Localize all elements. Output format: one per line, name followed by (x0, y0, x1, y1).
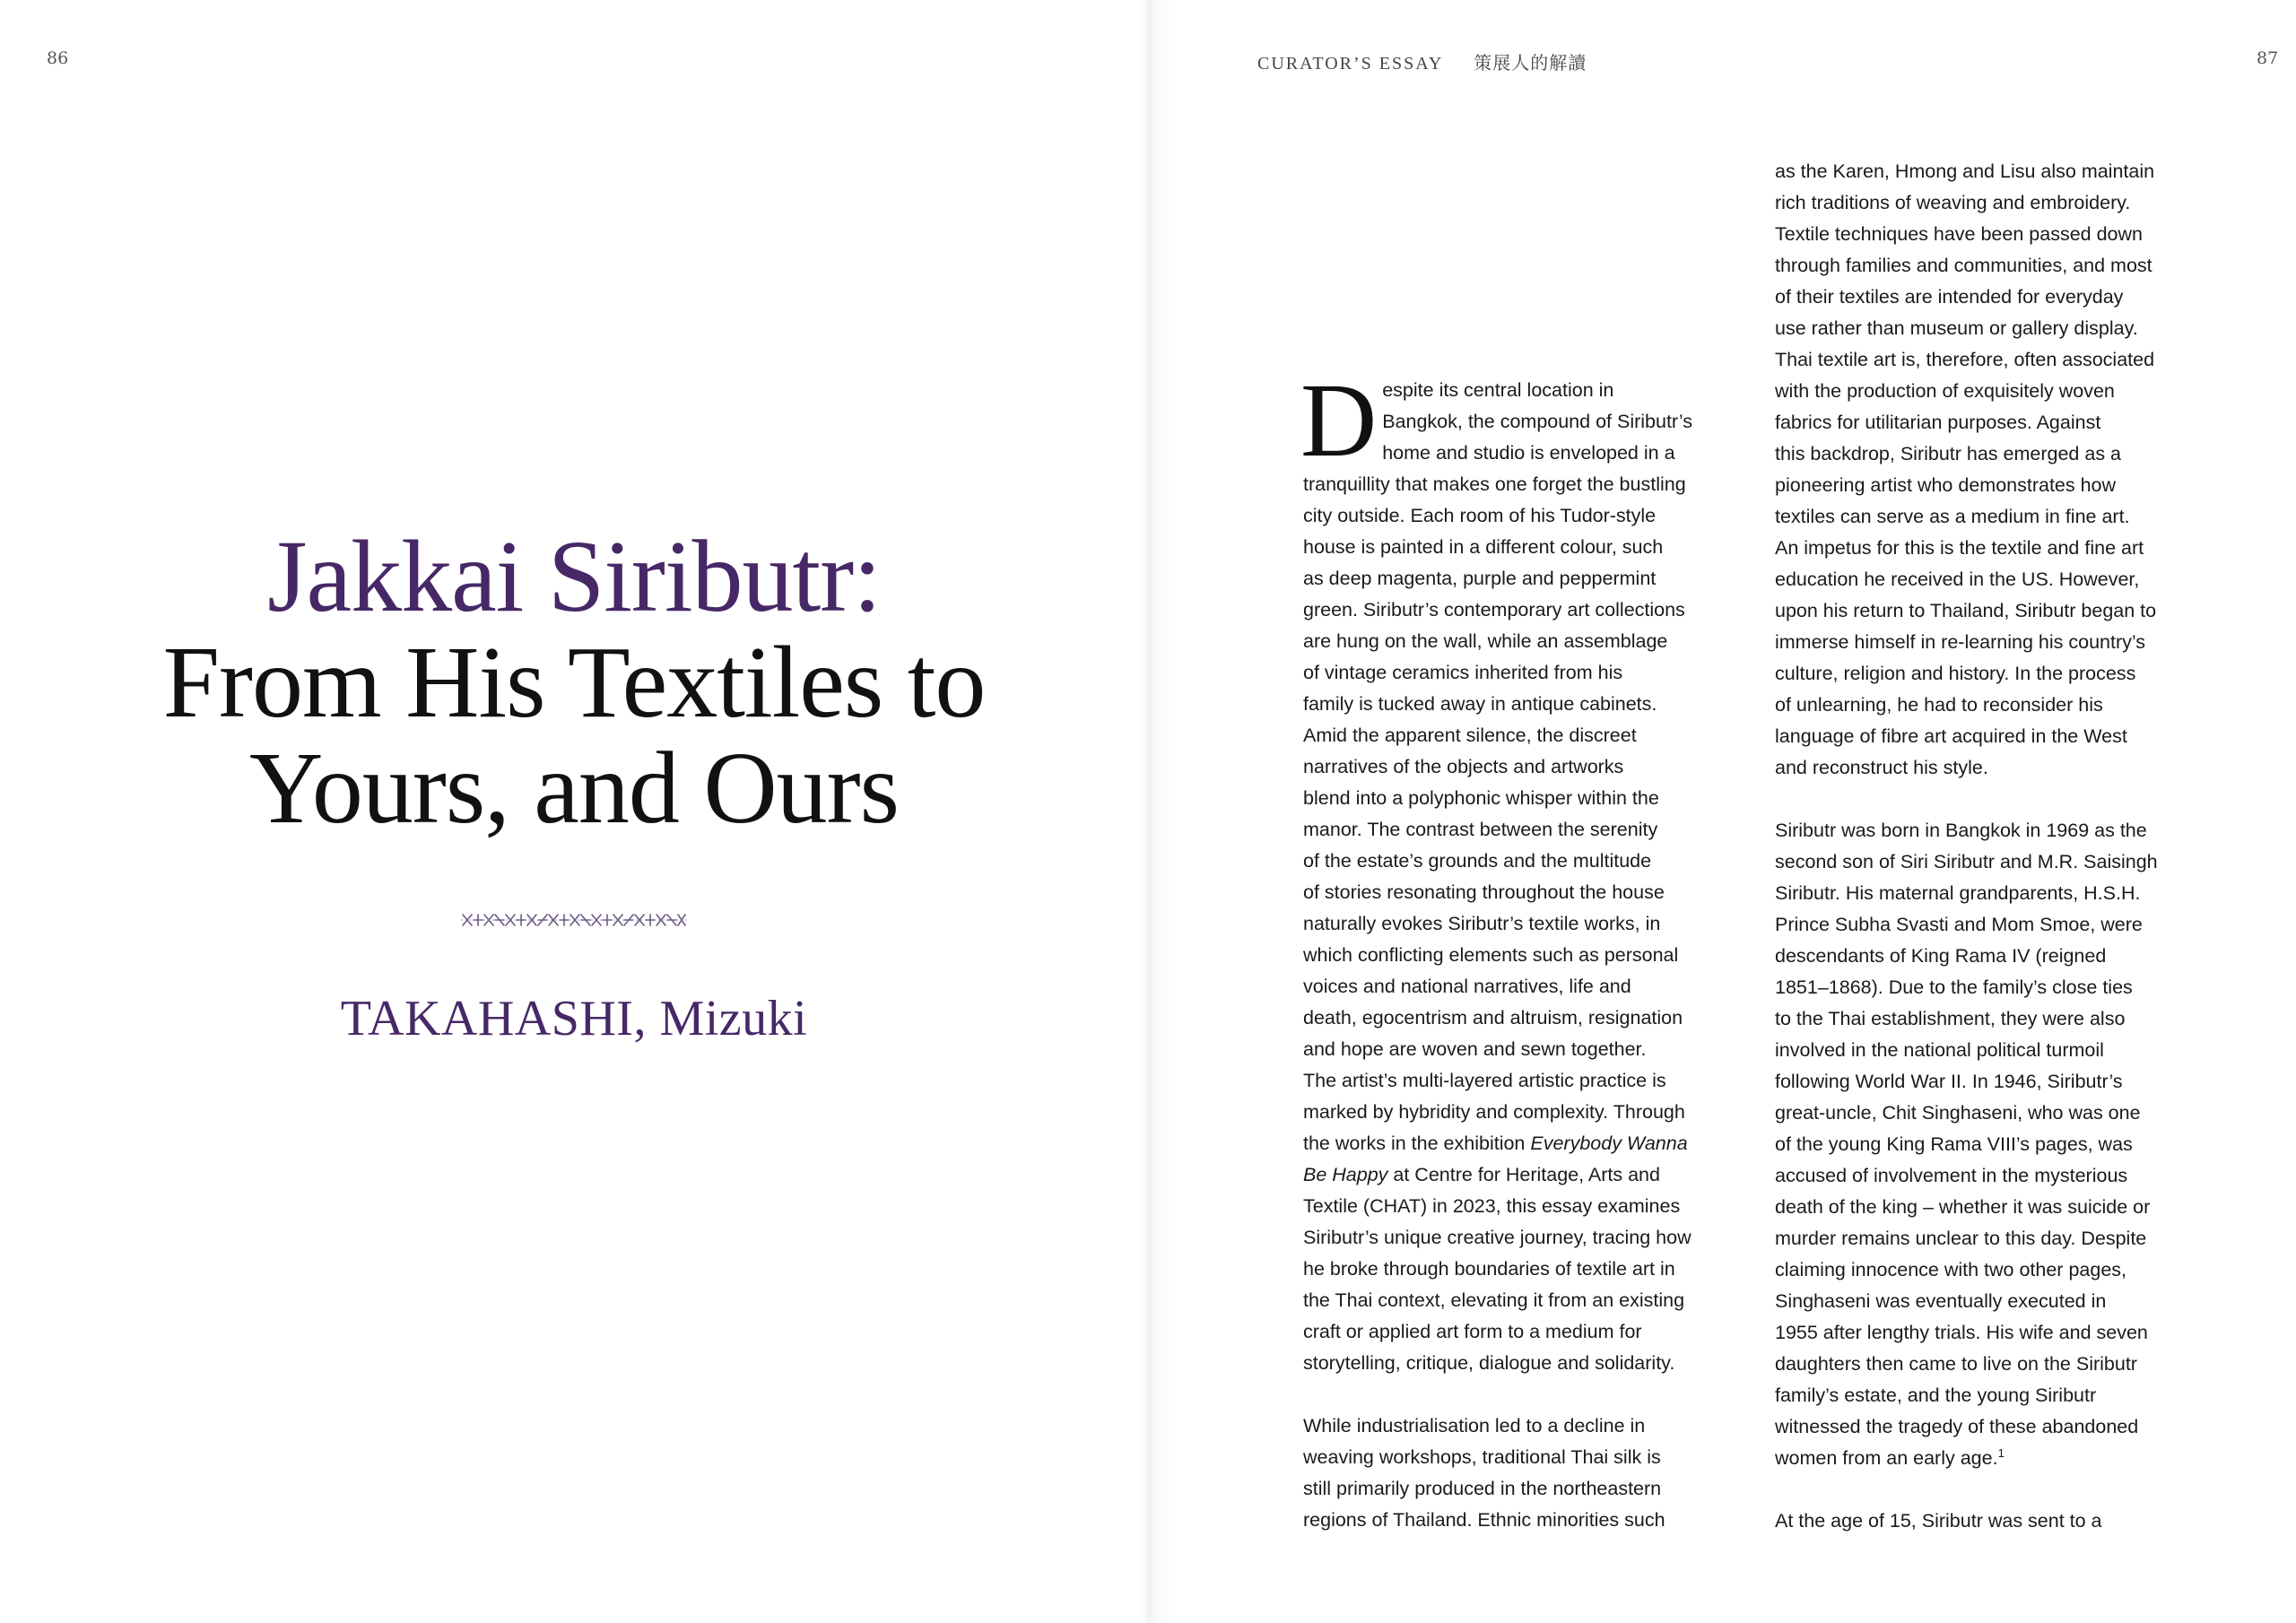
paragraph: D espite its central location in Bangkok, the compound of Siributr’s home and studio is enveloped in a tranquillity that makes one forget the bustling city outside. Each room of his Tudor-style house is painted in a different colour, such as deep magenta, purple and peppermint green. Siributr’s contemporary art collections are hung on the wall, while an assemblage of vintage ceramics inherited from his family is tucked away in antique cabinets. Amid the apparent silence, the discreet narratives of the objects and artworks blend into a polyphonic whisper within the manor. The contrast between the serenity of the estate’s grounds and the multitude of stories resonating throughout the house naturally evokes Siributr’s textile works, in which conflicting elements such as personal voices and national narratives, life and death, egocentrism and altruism, resignation and hope are woven and sewn together. The artist’s multi-layered artistic practice is marked by hybridity and complexity. Through the works in the exhibition Everybody Wanna Be Happy at Centre for Heritage, Arts and Textile (CHAT) in 2023, this essay examines Siributr’s unique creative journey, tracing how he broke through boundaries of textile art in the Thai context, elevating it from an existing craft or applied art form to a medium for storytelling, critique, dialogue and solidarity. (1300, 361, 1693, 1374)
paragraph: as the Karen, Hmong and Lisu also maintain rich traditions of weaving and embroidery. Textile techniques have been passed down through families and communities, and most of their textiles are intended for everyday use rather than museum or gallery display. Thai textile art is, therefore, often associated with the production of exquisitely woven fabrics for utilitarian purposes. Against this backdrop, Siributr has emerged as a pioneering artist who demonstrates how textiles can serve as a medium in fine art. An impetus for this is the textile and fine art education he received in the US. However, upon his return to Thailand, Siributr began to immerse himself in re-learning his country’s culture, religion and history. In the process of unlearning, he had to reconsider his language of fibre art acquired in the West and reconstruct his style. (1775, 161, 2157, 778)
text-column-2 (1775, 156, 2187, 1537)
drop-cap: D (1300, 361, 1378, 479)
exhibition-title: Be Happy (1303, 1164, 1388, 1185)
text-column-1 (1300, 361, 1716, 1536)
author-name: TAKAHASHI, Mizuki (340, 991, 808, 1046)
running-head-english: CURATOR’S ESSAY (1257, 54, 1444, 74)
stitch-ornament-icon (459, 902, 689, 938)
paragraph: At the age of 15, Siributr was sent to a (1775, 1510, 2102, 1532)
essay-title (0, 519, 1148, 845)
paragraph: While industrialisation led to a decline in weaving workshops, traditional Thai silk is still primarily produced in the northeastern regions of Thailand. Ethnic minorities such (1303, 1415, 1665, 1531)
page-number-left: 86 (47, 48, 69, 68)
right-page (1148, 0, 2296, 1623)
title-line-2: From His Textiles to (162, 625, 986, 739)
footnote-reference[interactable]: 1 (1997, 1445, 2005, 1460)
running-head-chinese: 策展人的解讀 (1474, 54, 1587, 74)
title-line-3: Yours, and Ours (249, 731, 899, 845)
page-number-right: 87 (2257, 48, 2279, 68)
running-head (1257, 48, 1587, 74)
exhibition-title: Everybody Wanna (1530, 1133, 1688, 1154)
title-line-1: Jakkai Siributr: (267, 519, 881, 633)
paragraph: Siributr was born in Bangkok in 1969 as the second son of Siri Siributr and M.R. Saisingh Siributr. His maternal grandparents, H.S.H. Prince Subha Svasti and Mom Smoe, were descendants of King Rama IV (reigned 1851–1868). Due to the family’s close ties to the Thai establishment, they were also involved in the national political turmoil following World War II. In 1946, Siributr’s great-uncle, Chit Singhaseni, who was one of the young King Rama VIII’s pages, was accused of involvement in the mysterious death of the king – whether it was suicide or murder remains unclear to this day. Despite claiming innocence with two other pages, Singhaseni was eventually executed in 1955 after lengthy trials. His wife and seven daughters then came to live on the Siributr family’s estate, and the young Siributr witnessed the tragedy of these abandoned women from an early age.$^1$ (1775, 820, 2158, 1469)
